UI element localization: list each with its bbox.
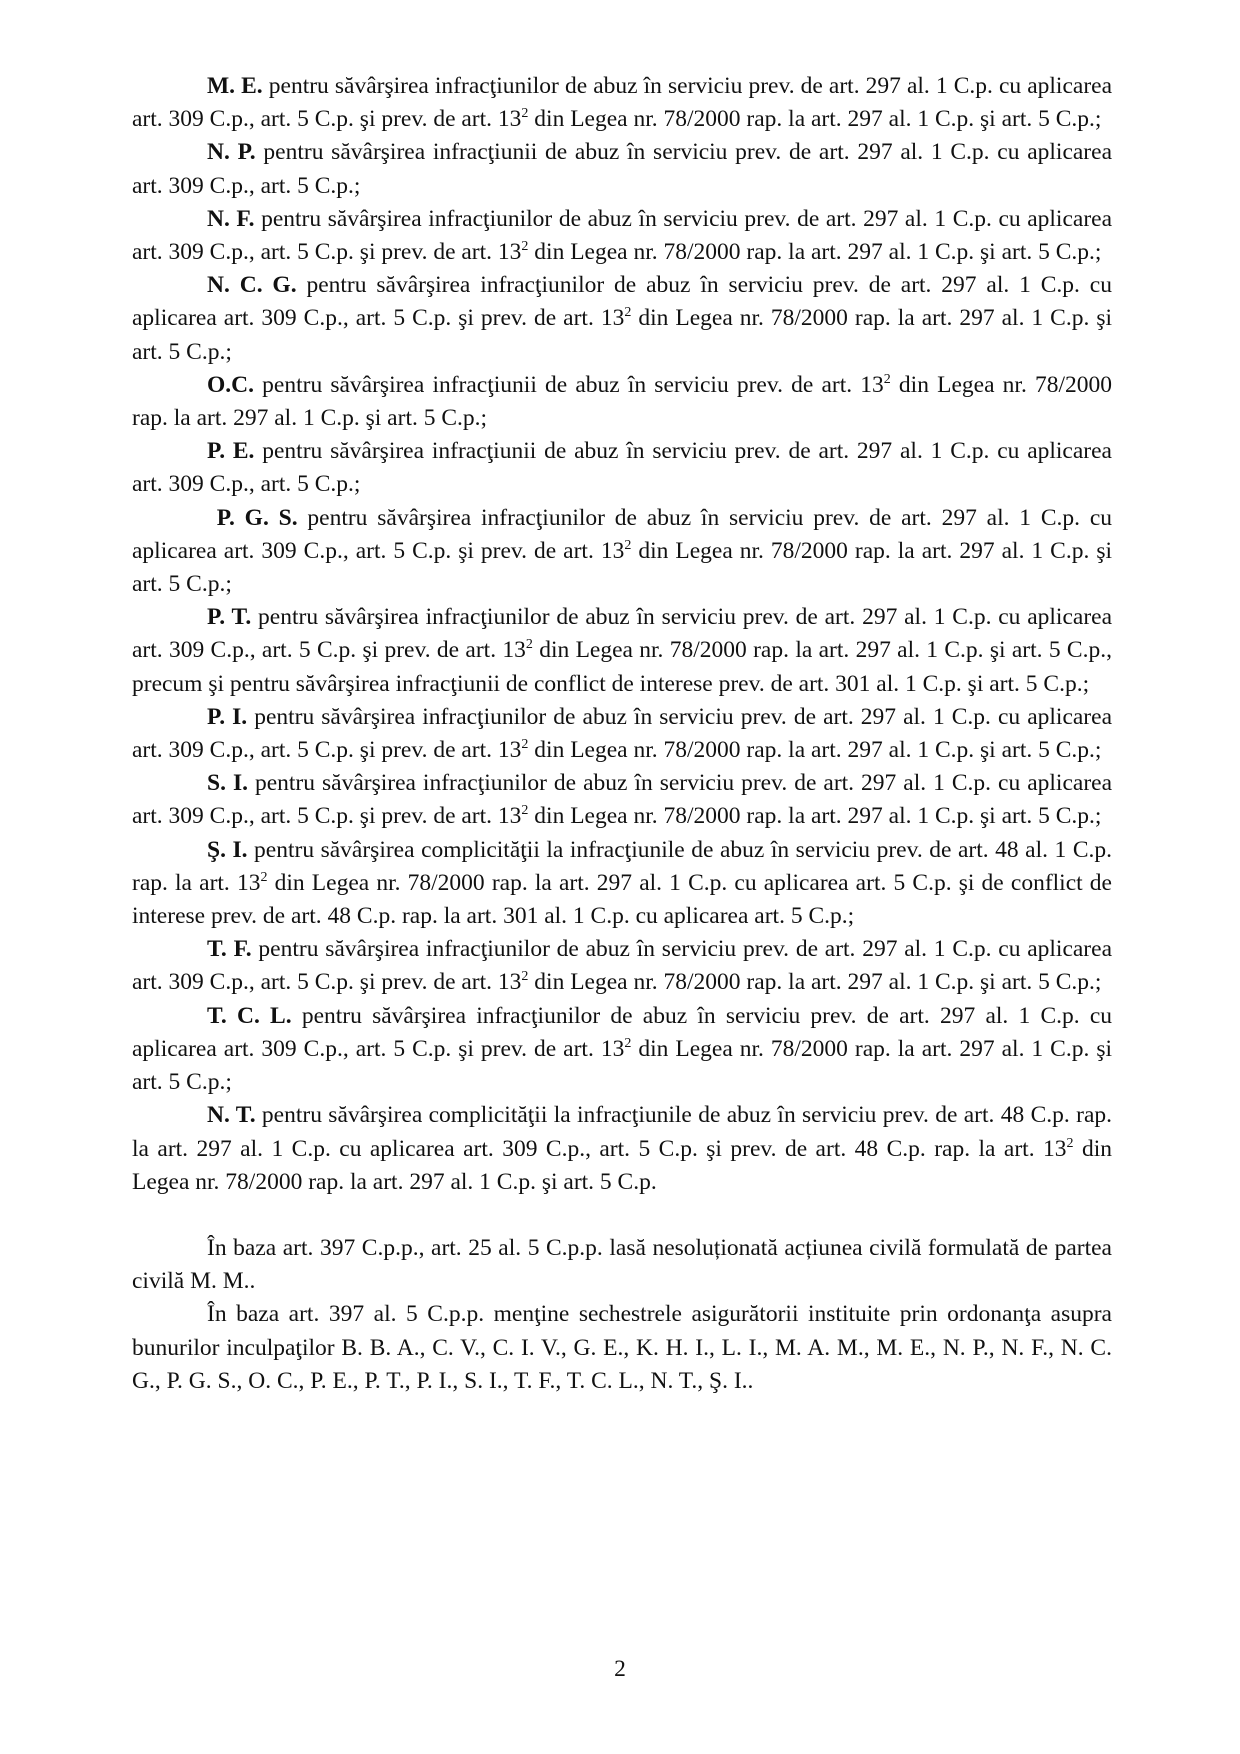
defendant-paragraph: O.C. pentru săvârşirea infracţiunii de abuz în serviciu prev. de art. $13^2$ din Legea nr. 78/2000 rap. la art. 297 al. 1 C.p. şi art. 5 C.p.; bbox=[132, 371, 1112, 432]
seizure-paragraph: În baza art. 397 al. 5 C.p.p. menţine sechestrele asigurătorii instituite prin ordonanţa asupra bunurilor inculpaţilor B. B. A., C. V., C. I. V., G. E., K. H. I., L. I., M. A. M., M. E., N. P., N. F., N. C. G., P. G. S., O. C., P. E., P. T., P. I., S. I., T. F., T. C. L., N. T., Ş. I.. bbox=[132, 1301, 1112, 1394]
defendant-paragraph: P. T. pentru săvârşirea infracţiunilor de abuz în serviciu prev. de art. 297 al. 1 C.p. cu aplicarea art. 309 C.p., art. 5 C.p. şi prev. de art. $13^2$ din Legea nr. 78/2000 rap. la art. 297 al. 1 C.p. şi art. 5 C.p., precum şi pentru săvârşirea infracţiunii de conflict de interese prev. de art. 301 al. 1 C.p. şi art. 5 C.p.; bbox=[132, 604, 1113, 697]
civil-action-paragraph: În baza art. 397 C.p.p., art. 25 al. 5 C.p.p. lasă nesoluționată acțiunea civilă formulată de partea civilă M. M.. bbox=[132, 1234, 1112, 1295]
defendant-name: P. T. bbox=[207, 604, 252, 631]
defendant-paragraph: Ş. I. pentru săvârşirea complicităţii la infracţiunile de abuz în serviciu prev. de art. 48 al. 1 C.p. rap. la art. $13^2$ din Legea nr. 78/2000 rap. la art. 297 al. 1 C.p. cu aplicarea art. 5 C.p. şi de conflict de interese prev. de art. 48 C.p. rap. la art. 301 al. 1 C.p. cu aplicarea art. 5 C.p.; bbox=[132, 836, 1112, 930]
defendant-paragraph: M. E. pentru săvârşirea infracţiunilor de abuz în serviciu prev. de art. 297 al. 1 C.p. cu aplicarea art. 309 C.p., art. 5 C.p. şi prev. de art. $13^2$ din Legea nr. 78/2000 rap. la art. 297 al. 1 C.p. şi art. 5 C.p.; bbox=[132, 73, 1112, 133]
defendant-name: N. P. bbox=[207, 139, 256, 166]
page-number: 2 bbox=[614, 1656, 626, 1682]
defendant-paragraph: N. P. pentru săvârşirea infracţiunii de abuz în serviciu prev. de art. 297 al. 1 C.p. cu aplicarea art. 309 C.p., art. 5 C.p.; bbox=[132, 139, 1112, 199]
defendant-name: P. G. S. bbox=[207, 504, 298, 531]
defendant-paragraph: N. F. pentru săvârşirea infracţiunilor de abuz în serviciu prev. de art. 297 al. 1 C.p. cu aplicarea art. 309 C.p., art. 5 C.p. şi prev. de art. $13^2$ din Legea nr. 78/2000 rap. la art. 297 al. 1 C.p. şi art. 5 C.p.; bbox=[132, 205, 1113, 266]
defendant-paragraph: P. I. pentru săvârşirea infracţiunilor de abuz în serviciu prev. de art. 297 al. 1 C.p. cu aplicarea art. 309 C.p., art. 5 C.p. şi prev. de art. $13^2$ din Legea nr. 78/2000 rap. la art. 297 al. 1 C.p. şi art. 5 C.p.; bbox=[132, 703, 1112, 764]
defendant-paragraph: P. G. S. pentru săvârşirea infracţiunilor de abuz în serviciu prev. de art. 297 al. 1 C.p. cu aplicarea art. 309 C.p., art. 5 C.p. şi prev. de art. $13^2$ din Legea nr. 78/2000 rap. la art. 297 al. 1 C.p. şi art. 5 C.p.; bbox=[132, 504, 1113, 598]
defendant-name: M. E. bbox=[207, 73, 263, 99]
defendant-paragraph: S. I. pentru săvârşirea infracţiunilor de abuz în serviciu prev. de art. 297 al. 1 C.p. cu aplicarea art. 309 C.p., art. 5 C.p. şi prev. de art. $13^2$ din Legea nr. 78/2000 rap. la art. 297 al. 1 C.p. şi art. 5 C.p.; bbox=[132, 770, 1113, 830]
defendant-name: T. F. bbox=[207, 936, 252, 963]
defendant-name: N. T. bbox=[207, 1102, 256, 1129]
document-body bbox=[132, 70, 1112, 1398]
defendant-paragraph: N. C. G. pentru săvârşirea infracţiunilor de abuz în serviciu prev. de art. 297 al. 1 C.p. cu aplicarea art. 309 C.p., art. 5 C.p. şi prev. de art. $13^2$ din Legea nr. 78/2000 rap. la art. 297 al. 1 C.p. şi art. 5 C.p.; bbox=[132, 272, 1113, 365]
defendant-name: T. C. L. bbox=[207, 1002, 292, 1029]
paragraph-spacer bbox=[132, 1199, 1112, 1232]
defendant-name: P. E. bbox=[207, 438, 255, 465]
defendant-paragraph: T. C. L. pentru săvârşirea infracţiunilor de abuz în serviciu prev. de art. 297 al. 1 C.p. cu aplicarea art. 309 C.p., art. 5 C.p. şi prev. de art. $13^2$ din Legea nr. 78/2000 rap. la art. 297 al. 1 C.p. şi art. 5 C.p.; bbox=[132, 1002, 1113, 1096]
defendant-name: P. I. bbox=[207, 703, 248, 730]
defendant-name: N. C. G. bbox=[207, 272, 297, 299]
defendant-paragraph: N. T. pentru săvârşirea complicităţii la infracţiunile de abuz în serviciu prev. de art. 48 C.p. rap. la art. 297 al. 1 C.p. cu aplicarea art. 309 C.p., art. 5 C.p. şi prev. de art. 48 C.p. rap. la art. $13^2$ din Legea nr. 78/2000 rap. la art. 297 al. 1 C.p. şi art. 5 C.p. bbox=[132, 1102, 1112, 1195]
defendant-paragraph: P. E. pentru săvârşirea infracţiunii de abuz în serviciu prev. de art. 297 al. 1 C.p. cu aplicarea art. 309 C.p., art. 5 C.p.; bbox=[132, 438, 1112, 498]
defendant-name: N. F. bbox=[207, 205, 255, 232]
defendant-name: O.C. bbox=[207, 371, 254, 398]
defendant-name: Ş. I. bbox=[207, 836, 248, 863]
defendant-paragraph: T. F. pentru săvârşirea infracţiunilor de abuz în serviciu prev. de art. 297 al. 1 C.p. cu aplicarea art. 309 C.p., art. 5 C.p. şi prev. de art. $13^2$ din Legea nr. 78/2000 rap. la art. 297 al. 1 C.p. şi art. 5 C.p.; bbox=[132, 936, 1112, 996]
defendant-name: S. I. bbox=[207, 770, 248, 797]
